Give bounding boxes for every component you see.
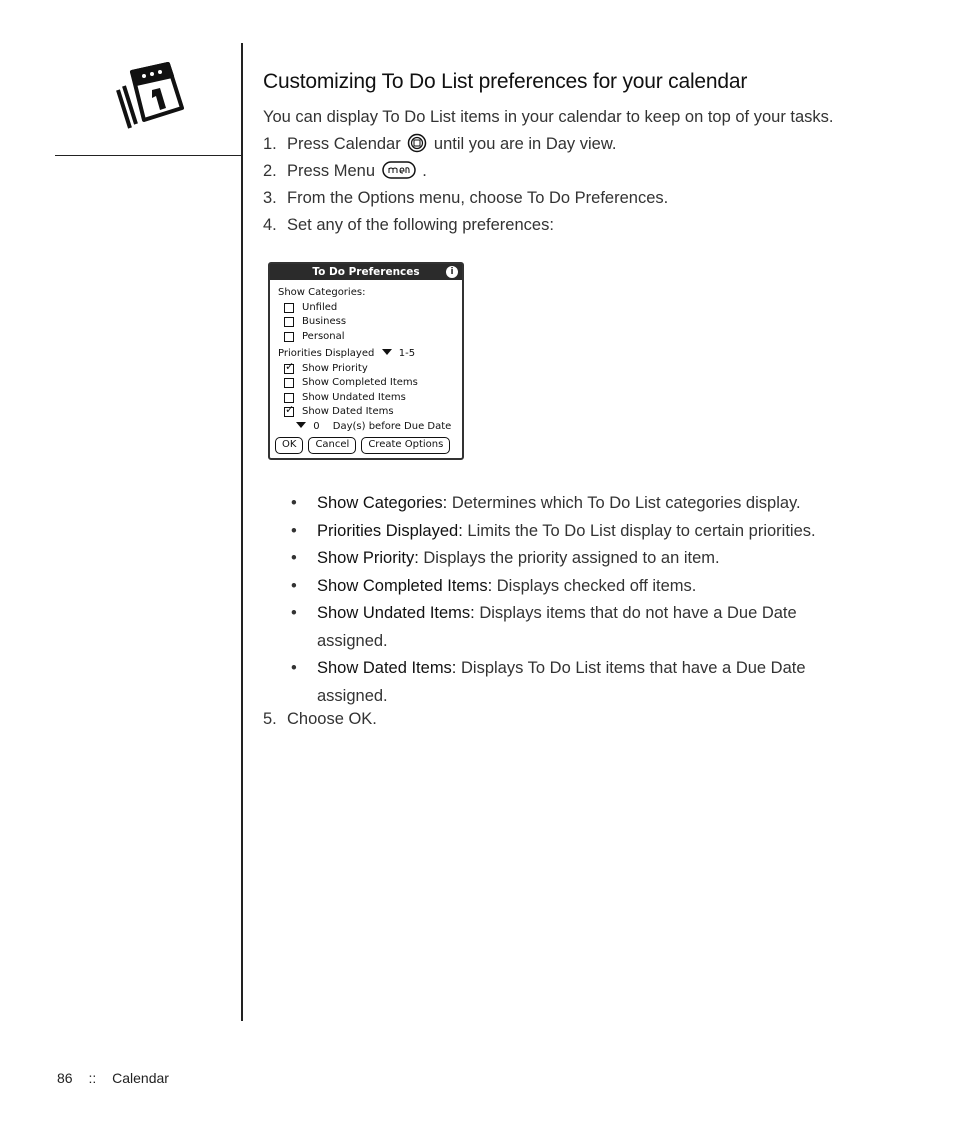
bullet-icon: •	[291, 521, 297, 540]
dialog-title: To Do Preferences	[312, 266, 420, 278]
checkbox-business[interactable]: Business	[278, 315, 454, 330]
list-item: • Priorities Displayed: Limits the To Do List display to certain priorities.	[291, 518, 911, 546]
dialog-title-bar	[270, 264, 462, 280]
step-5	[263, 706, 377, 733]
priorities-row	[278, 347, 454, 362]
bullet-icon: •	[291, 494, 297, 512]
step-number: 5.	[263, 710, 277, 728]
checkbox-show-dated-items[interactable]: ✓ Show Dated Items	[278, 405, 454, 420]
checkbox-icon[interactable]	[284, 393, 294, 403]
to-do-preferences-dialog	[268, 262, 464, 460]
step-number: 3.	[263, 189, 277, 207]
list-item: • Show Categories: Determines which To Do List categories display.	[291, 490, 911, 518]
bullet-icon: •	[291, 549, 297, 567]
step-3	[263, 185, 923, 212]
checkbox-show-completed-items[interactable]: Show Completed Items	[278, 376, 454, 391]
horizontal-rule	[55, 155, 242, 156]
priorities-value[interactable]: 1-5	[398, 348, 416, 359]
days-before-row	[278, 420, 454, 435]
step-text: Press Menu .	[287, 162, 427, 180]
info-icon[interactable]: i	[446, 266, 458, 278]
footer-separator: ::	[88, 1070, 97, 1086]
main-content	[263, 70, 923, 239]
page-footer	[57, 1070, 181, 1086]
days-label: Day(s) before Due Date	[332, 420, 452, 432]
vertical-rule	[241, 43, 243, 1021]
checkbox-icon[interactable]	[284, 332, 294, 342]
checkbox-icon[interactable]	[284, 303, 294, 313]
list-item: • Show Undated Items: Displays items that do not have a Due Date assigned.	[291, 600, 911, 655]
show-categories-label: Show Categories:	[278, 287, 366, 298]
list-item: • Show Dated Items: Displays To Do List items that have a Due Date assigned.	[291, 655, 911, 710]
calendar-button-icon	[407, 133, 427, 153]
checkbox-unfiled[interactable]: Unfiled	[278, 301, 454, 316]
step-number: 2.	[263, 162, 277, 180]
ok-button[interactable]: OK	[275, 437, 303, 454]
checkbox-checked-icon[interactable]	[284, 407, 294, 417]
intro-text: You can display To Do List items in your calendar to keep on top of your tasks.	[263, 108, 834, 126]
step-number: 4.	[263, 216, 277, 234]
calendar-icon	[108, 60, 188, 132]
page-number: 86	[57, 1070, 73, 1086]
checkbox-icon[interactable]	[284, 378, 294, 388]
bullet-icon: •	[291, 659, 297, 677]
checkbox-show-undated-items[interactable]: Show Undated Items	[278, 391, 454, 406]
dialog-buttons	[275, 437, 450, 454]
cancel-button[interactable]: Cancel	[308, 437, 356, 454]
step-2	[263, 158, 923, 185]
bullet-icon: •	[291, 604, 297, 622]
step-1	[263, 131, 923, 158]
step-text: From the Options menu, choose To Do Preferences.	[287, 189, 669, 207]
list-item: • Show Priority: Displays the priority assigned to an item.	[291, 545, 911, 573]
list-item: • Show Completed Items: Displays checked off items.	[291, 573, 911, 601]
checkbox-checked-icon[interactable]	[284, 364, 294, 374]
preference-descriptions	[291, 490, 911, 710]
priorities-label: Priorities Displayed	[278, 348, 375, 359]
dropdown-arrow-icon[interactable]	[382, 349, 392, 355]
days-value[interactable]: 0	[313, 420, 320, 432]
menu-button-icon	[382, 160, 416, 180]
dropdown-arrow-icon[interactable]	[296, 422, 306, 428]
step-number: 1.	[263, 135, 277, 153]
section-name: Calendar	[112, 1070, 169, 1086]
step-text: Set any of the following preferences:	[287, 216, 554, 234]
checkbox-icon[interactable]	[284, 317, 294, 327]
step-4	[263, 212, 923, 239]
create-options-button[interactable]: Create Options	[361, 437, 450, 454]
page-title: Customizing To Do List preferences for your calendar	[263, 70, 748, 93]
checkbox-show-priority[interactable]: ✓ Show Priority	[278, 362, 454, 377]
step-text: Choose OK.	[287, 710, 377, 728]
bullet-icon: •	[291, 576, 297, 595]
checkbox-personal[interactable]: Personal	[278, 330, 454, 345]
step-text: Press Calendar until you are in Day view.	[287, 135, 617, 153]
